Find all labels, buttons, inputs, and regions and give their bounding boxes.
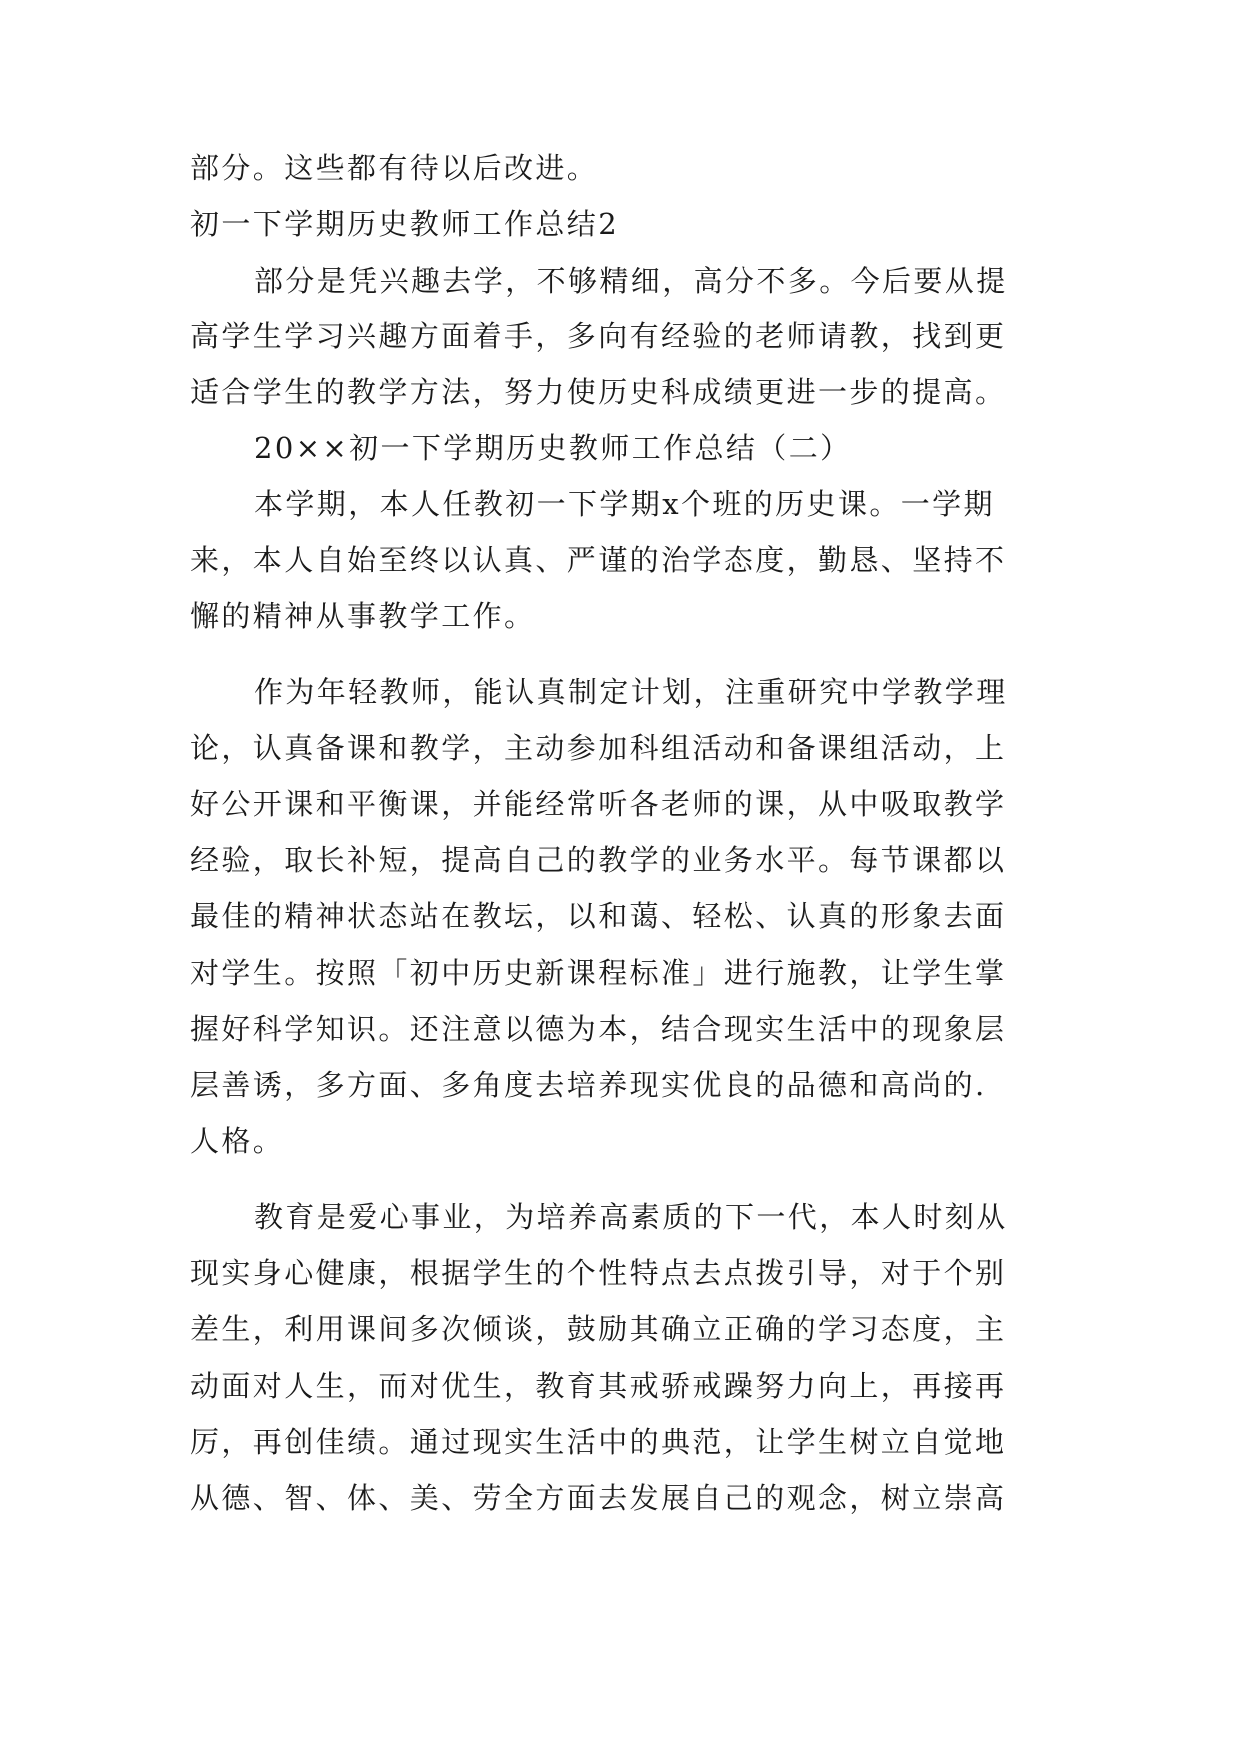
text-line: 最佳的精神状态站在教坛，以和蔼、轻松、认真的形象去面	[190, 899, 1007, 933]
text-line: 从德、智、体、美、劳全方面去发展自己的观念，树立崇高	[190, 1481, 1007, 1515]
text-line: 作为年轻教师，能认真制定计划，注重研究中学教学理	[254, 675, 1008, 709]
section-heading: 初一下学期历史教师工作总结2	[190, 207, 620, 241]
text-line: 适合学生的教学方法，努力使历史科成绩更进一步的提高。	[190, 375, 1007, 409]
text-line: 层善诱，多方面、多角度去培养现实优良的品德和高尚的.	[190, 1068, 987, 1102]
section-heading: 20××初一下学期历史教师工作总结（二）	[254, 431, 852, 465]
text-line: 教育是爱心事业，为培养高素质的下一代，本人时刻从	[254, 1200, 1008, 1234]
text-line: 差生，利用课间多次倾谈，鼓励其确立正确的学习态度，主	[190, 1312, 1007, 1346]
text-line: 懈的精神从事教学工作。	[190, 599, 536, 633]
text-line: 人格。	[190, 1124, 285, 1158]
text-line: 来，本人自始至终以认真、严谨的治学态度，勤恳、坚持不	[190, 543, 1007, 577]
text-line: 部分是凭兴趣去学，不够精细，高分不多。今后要从提	[254, 264, 1008, 298]
text-line: 动面对人生，而对优生，教育其戒骄戒躁努力向上，再接再	[190, 1369, 1007, 1403]
text-line: 本学期，本人任教初一下学期x个班的历史课。一学期	[254, 487, 995, 521]
text-line: 现实身心健康，根据学生的个性特点去点拨引导，对于个别	[190, 1256, 1007, 1290]
text-line: 经验，取长补短，提高自己的教学的业务水平。每节课都以	[190, 843, 1007, 877]
text-line: 论，认真备课和教学，主动参加科组活动和备课组活动，上	[190, 731, 1007, 765]
text-line: 好公开课和平衡课，并能经常听各老师的课，从中吸取教学	[190, 787, 1007, 821]
text-line: 握好科学知识。还注意以德为本，结合现实生活中的现象层	[190, 1012, 1007, 1046]
text-line: 对学生。按照「初中历史新课程标准」进行施教，让学生掌	[190, 956, 1007, 990]
text-line: 部分。这些都有待以后改进。	[190, 151, 599, 185]
text-line: 高学生学习兴趣方面着手，多向有经验的老师请教，找到更	[190, 319, 1007, 353]
text-line: 厉，再创佳绩。通过现实生活中的典范，让学生树立自觉地	[190, 1425, 1007, 1459]
